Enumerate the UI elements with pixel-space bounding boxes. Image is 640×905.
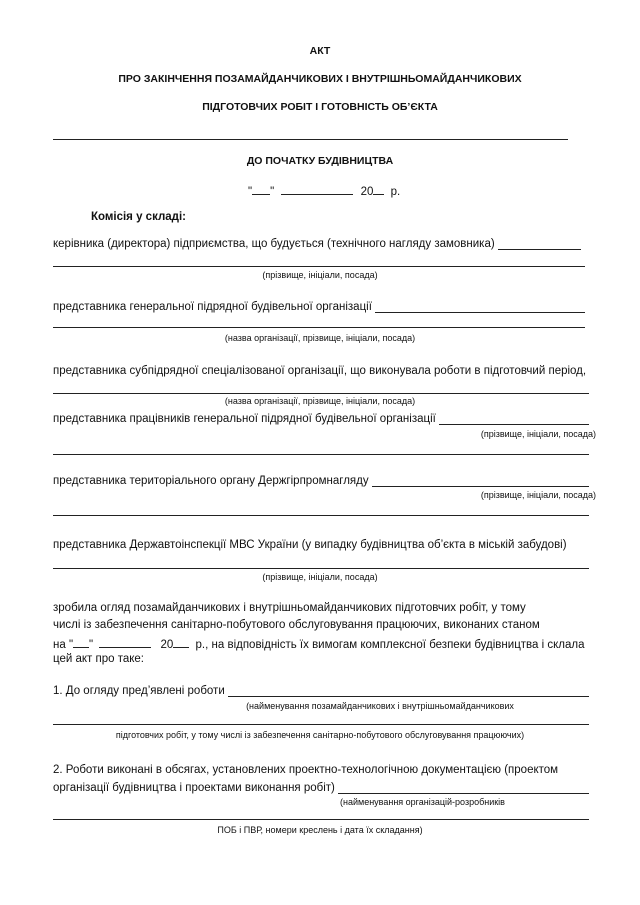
member-5-line[interactable]	[53, 515, 589, 516]
paragraph-line-4: цей акт про таке:	[53, 653, 144, 665]
member-6-label: представника Державтоінспекції МВС України (у випадку будівництва об’єкта в міській забудові)	[53, 539, 567, 551]
item-2-label: організації будівництва і проектами виконання робіт)	[53, 781, 335, 794]
act-subtitle-line2: ПІДГОТОВЧИХ РОБІТ І ГОТОВНІСТЬ ОБ’ЄКТА	[202, 101, 438, 113]
member-4	[53, 413, 589, 425]
member-1-label: керівника (директора) підприємства, що будується (технічного нагляду замовника)	[53, 237, 495, 250]
member-4-line[interactable]	[53, 454, 589, 455]
date-suffix: р.	[390, 186, 401, 198]
member-4-field[interactable]	[439, 413, 589, 425]
paragraph-date-open: на "	[53, 639, 74, 651]
paragraph-date-close: "	[89, 639, 94, 651]
member-3-line[interactable]	[53, 393, 589, 394]
item-1-label: 1. До огляду пред’явлені роботи	[53, 684, 225, 697]
act-title: АКТ	[309, 45, 331, 57]
member-2-field[interactable]	[375, 301, 585, 313]
act-subtitle-line1: ПРО ЗАКІНЧЕННЯ ПОЗАМАЙДАНЧИКОВИХ І ВНУТРІШНЬОМАЙДАНЧИКОВИХ	[118, 73, 522, 85]
member-5	[53, 475, 589, 487]
item-2-line-1: 2. Роботи виконані в обсягах, установлених проектно-технологічною документацією (проектом	[53, 764, 559, 776]
member-5-label: представника територіального органу Держгірпромнагляду	[53, 474, 369, 487]
date-year-field[interactable]	[373, 184, 384, 195]
member-2-hint: (назва організації, прізвище, ініціали, посада)	[224, 333, 416, 343]
member-6-hint: (прізвище, ініціали, посада)	[262, 572, 378, 582]
paragraph-date-year-field[interactable]	[173, 637, 189, 648]
item-1-hint-1: (найменування позамайданчикових і внутрішньомайданчикових	[246, 701, 514, 711]
paragraph-date-day-field[interactable]	[73, 637, 89, 648]
object-name-line	[53, 139, 568, 140]
paragraph-date-year-prefix: 20	[160, 639, 174, 651]
member-1-line[interactable]	[53, 266, 585, 267]
member-2-line[interactable]	[53, 327, 585, 328]
member-4-label: представника працівників генеральної підрядної будівельної організації	[53, 412, 436, 425]
item-2-field[interactable]	[338, 782, 589, 794]
item-1-hint-2: підготовчих робіт, у тому числі із забезпечення санітарно-побутового обслуговування працюючих)	[115, 730, 525, 740]
item-2-line[interactable]	[53, 819, 589, 820]
member-3-hint: (назва організації, прізвище, ініціали, посада)	[224, 396, 416, 406]
item-1-field[interactable]	[228, 685, 589, 697]
paragraph-line-1: зробила огляд позамайданчикових і внутрішньомайданчикових підготовчих робіт, у тому	[53, 602, 526, 614]
paragraph-date-month-field[interactable]	[99, 637, 151, 648]
paragraph-line-2: числі із забезпечення санітарно-побутового обслуговування працюючих, виконаних станом	[53, 619, 540, 631]
member-2-label: представника генеральної підрядної будівельної організації	[53, 300, 372, 313]
act-subtitle-line3: ДО ПОЧАТКУ БУДІВНИЦТВА	[246, 155, 394, 167]
member-3-label: представника субпідрядної спеціалізованої організації, що виконувала роботи в підготовчий період,	[53, 365, 587, 377]
member-6-line[interactable]	[53, 568, 589, 569]
date-quote-close: "	[270, 186, 275, 198]
date-day-field[interactable]	[252, 184, 270, 195]
paragraph-line-3	[53, 637, 585, 652]
act-date	[248, 184, 400, 199]
member-1-hint: (прізвище, ініціали, посада)	[262, 270, 378, 280]
member-1	[53, 238, 581, 250]
member-5-field[interactable]	[372, 475, 589, 487]
item-2-hint-1: (найменування організацій-розробників	[340, 797, 505, 807]
member-1-field[interactable]	[498, 238, 581, 250]
item-2-hint-2: ПОБ і ПВР, номери креслень і дата їх складання)	[217, 825, 423, 835]
paragraph-date-suffix: р., на відповідність їх вимогам комплексної безпеки будівництва і склала	[195, 639, 585, 651]
item-1	[53, 685, 589, 697]
member-5-hint: (прізвище, ініціали, посада)	[480, 490, 596, 500]
date-month-field[interactable]	[281, 184, 353, 195]
item-1-line[interactable]	[53, 724, 589, 725]
member-4-hint: (прізвище, ініціали, посада)	[480, 429, 596, 439]
date-year-prefix: 20	[360, 186, 374, 198]
date-quote-open: "	[248, 186, 253, 198]
commission-heading: Комісія у складі:	[91, 211, 186, 223]
item-2-line-2	[53, 782, 589, 794]
member-2	[53, 301, 585, 313]
